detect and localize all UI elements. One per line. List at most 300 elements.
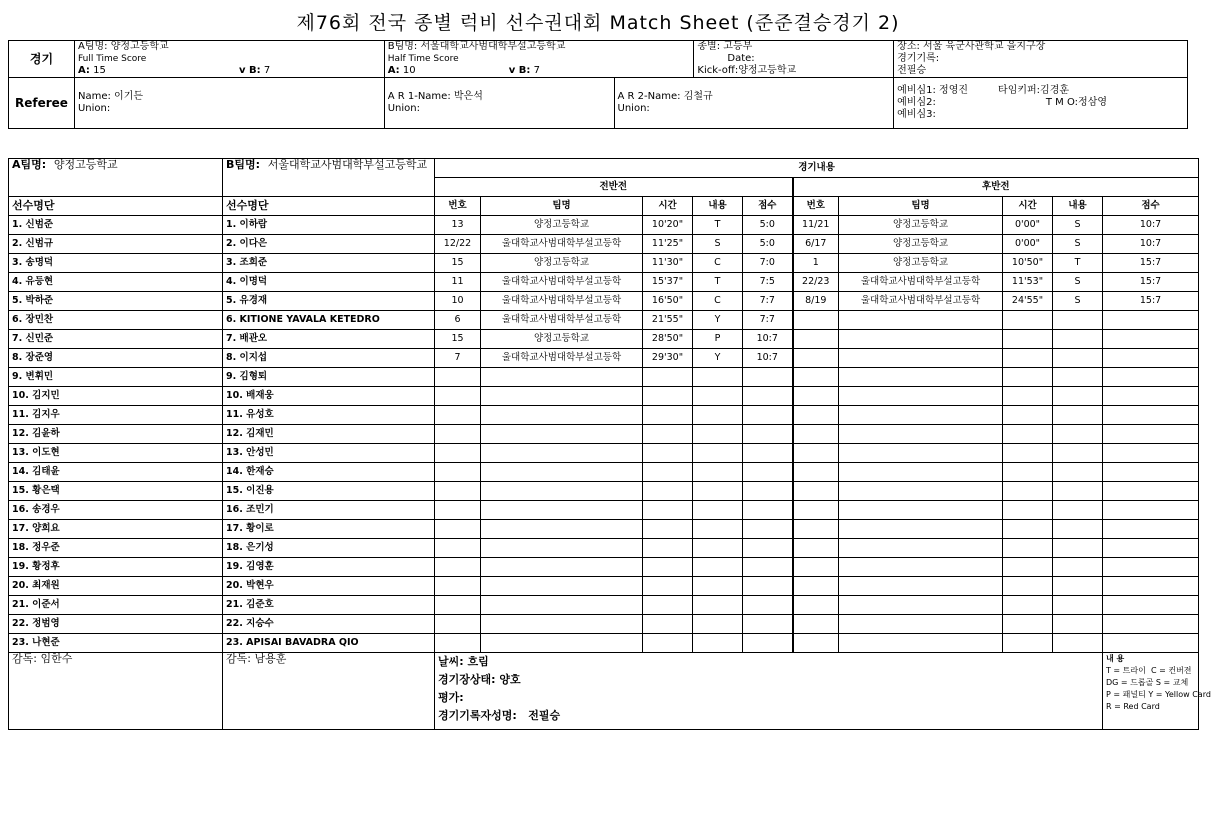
table-row xyxy=(9,634,1199,653)
second-half-time: 24'55" xyxy=(1003,292,1053,311)
player-a: 18. 정우준 xyxy=(9,539,223,558)
roster-header-b: 선수명단 xyxy=(223,197,435,216)
second-half-time xyxy=(1003,349,1053,368)
second-half-score xyxy=(1103,596,1199,615)
first-half-team xyxy=(481,539,643,558)
first-half-time xyxy=(643,425,693,444)
second-half-time xyxy=(1003,330,1053,349)
first-half-team: 울대학교사범대학부설고등학 xyxy=(481,235,643,254)
second-half-score xyxy=(1103,558,1199,577)
player-a: 21. 이준서 xyxy=(9,596,223,615)
first-half-team xyxy=(481,577,643,596)
second-half-score: 15:7 xyxy=(1103,273,1199,292)
player-b: 10. 배재웅 xyxy=(223,387,435,406)
first-half-type xyxy=(693,615,743,634)
player-a: 3. 송명덕 xyxy=(9,254,223,273)
player-a: 17. 양희요 xyxy=(9,520,223,539)
second-half-type xyxy=(1053,311,1103,330)
first-half-score xyxy=(743,577,793,596)
second-half-type xyxy=(1053,520,1103,539)
table-row xyxy=(9,482,1199,501)
match-sheet-table xyxy=(8,158,1211,730)
col-score: 점수 xyxy=(743,197,793,216)
second-half-team xyxy=(839,520,1003,539)
halftime-a: 10 xyxy=(402,65,416,76)
player-b: 15. 이진용 xyxy=(223,482,435,501)
table-row xyxy=(9,463,1199,482)
first-half-time xyxy=(643,463,693,482)
second-half-type xyxy=(1053,539,1103,558)
second-half-team xyxy=(839,482,1003,501)
player-a: 19. 황정후 xyxy=(9,558,223,577)
second-half-time xyxy=(1003,539,1053,558)
first-half-type xyxy=(693,577,743,596)
second-half-no: 8/19 xyxy=(793,292,839,311)
first-half-type xyxy=(693,463,743,482)
second-half-no xyxy=(793,463,839,482)
first-half-score xyxy=(743,368,793,387)
first-half-time xyxy=(643,406,693,425)
first-half-team xyxy=(481,444,643,463)
player-a: 4. 유등현 xyxy=(9,273,223,292)
second-half-score xyxy=(1103,482,1199,501)
second-half-type xyxy=(1053,634,1103,653)
first-half-team xyxy=(481,463,643,482)
first-half-type: C xyxy=(693,292,743,311)
first-half-score xyxy=(743,444,793,463)
first-half-type xyxy=(693,482,743,501)
first-half-time: 10'20" xyxy=(643,216,693,235)
player-b: 14. 한재승 xyxy=(223,463,435,482)
second-half-score xyxy=(1103,387,1199,406)
first-half-team: 울대학교사범대학부설고등학 xyxy=(481,292,643,311)
first-half-team xyxy=(481,615,643,634)
second-half-score: 10:7 xyxy=(1103,216,1199,235)
first-half-header: 전반전 xyxy=(435,178,793,197)
player-b: 18. 은기성 xyxy=(223,539,435,558)
second-half-score: 15:7 xyxy=(1103,254,1199,273)
first-half-score xyxy=(743,463,793,482)
player-b: 23. APISAI BAVADRA QIO xyxy=(223,634,435,653)
second-half-type: T xyxy=(1053,254,1103,273)
second-half-time xyxy=(1003,615,1053,634)
first-half-score xyxy=(743,615,793,634)
second-half-time xyxy=(1003,387,1053,406)
table-row xyxy=(9,406,1199,425)
first-half-team xyxy=(481,634,643,653)
table-row xyxy=(9,615,1199,634)
second-half-no xyxy=(793,615,839,634)
first-half-time xyxy=(643,539,693,558)
first-half-time xyxy=(643,368,693,387)
second-half-time xyxy=(1003,444,1053,463)
first-half-score xyxy=(743,425,793,444)
first-half-no: 12/22 xyxy=(435,235,481,254)
team-a-cell: A팀명: 양정고등학교 Full Time Score A: 15 v B: 7 xyxy=(74,41,384,78)
second-half-type xyxy=(1053,387,1103,406)
table-row xyxy=(9,558,1199,577)
first-half-team xyxy=(481,368,643,387)
player-b: 9. 김형퇴 xyxy=(223,368,435,387)
second-half-team: 울대학교사범대학부설고등학 xyxy=(839,292,1003,311)
second-half-score: 10:7 xyxy=(1103,235,1199,254)
player-b: 12. 김재민 xyxy=(223,425,435,444)
second-half-score xyxy=(1103,349,1199,368)
first-half-team xyxy=(481,482,643,501)
venue-cell: 장소: 서울 육군사관학교 을지구장 경기기록: 전필승 xyxy=(894,41,1188,78)
table-row xyxy=(9,235,1199,254)
first-half-type xyxy=(693,406,743,425)
first-half-time xyxy=(643,615,693,634)
player-b: 1. 이하람 xyxy=(223,216,435,235)
first-half-type xyxy=(693,539,743,558)
second-half-header: 후반전 xyxy=(793,178,1199,197)
second-half-no xyxy=(793,444,839,463)
first-half-no xyxy=(435,406,481,425)
team-b-name: 서울대학교사범대학부설고등학교 xyxy=(420,41,566,52)
first-half-time xyxy=(643,444,693,463)
first-half-no: 15 xyxy=(435,254,481,273)
first-half-time: 15'37" xyxy=(643,273,693,292)
second-half-team: 양정고등학교 xyxy=(839,235,1003,254)
first-half-no: 13 xyxy=(435,216,481,235)
second-half-time xyxy=(1003,501,1053,520)
second-half-score xyxy=(1103,501,1199,520)
second-half-time xyxy=(1003,406,1053,425)
a-team-header: A팀명: 양정고등학교 xyxy=(9,159,223,197)
first-half-no xyxy=(435,558,481,577)
first-half-no xyxy=(435,482,481,501)
first-half-no xyxy=(435,425,481,444)
first-half-team: 양정고등학교 xyxy=(481,254,643,273)
first-half-score: 7:5 xyxy=(743,273,793,292)
match-conditions: 날씨: 흐림 경기장상태: 양호 평가: 경기기록자성명: 전필승 xyxy=(435,653,1103,730)
first-half-score: 10:7 xyxy=(743,349,793,368)
first-half-no: 10 xyxy=(435,292,481,311)
second-half-score xyxy=(1103,634,1199,653)
col-team-2: 팀명 xyxy=(839,197,1003,216)
coach-a: 감독: 임한수 xyxy=(9,653,223,730)
first-half-type xyxy=(693,368,743,387)
second-half-no xyxy=(793,311,839,330)
second-half-score: 15:7 xyxy=(1103,292,1199,311)
first-half-score: 7:0 xyxy=(743,254,793,273)
table-row xyxy=(9,349,1199,368)
player-b: 22. 지승수 xyxy=(223,615,435,634)
first-half-type: S xyxy=(693,235,743,254)
player-a: 13. 이도현 xyxy=(9,444,223,463)
player-b: 17. 황이로 xyxy=(223,520,435,539)
second-half-no xyxy=(793,558,839,577)
player-b: 5. 유경재 xyxy=(223,292,435,311)
first-half-type xyxy=(693,425,743,444)
second-half-type xyxy=(1053,615,1103,634)
second-half-no xyxy=(793,596,839,615)
table-row xyxy=(9,311,1199,330)
first-half-score: 10:7 xyxy=(743,330,793,349)
second-half-score xyxy=(1103,539,1199,558)
player-a: 8. 장준영 xyxy=(9,349,223,368)
first-half-type: P xyxy=(693,330,743,349)
second-half-team xyxy=(839,596,1003,615)
second-half-team xyxy=(839,577,1003,596)
referee-label: Referee xyxy=(9,78,75,129)
second-half-no: 11/21 xyxy=(793,216,839,235)
second-half-team xyxy=(839,615,1003,634)
second-half-team: 양정고등학교 xyxy=(839,254,1003,273)
table-row xyxy=(9,596,1199,615)
first-half-no xyxy=(435,596,481,615)
first-half-no: 11 xyxy=(435,273,481,292)
table-row xyxy=(9,292,1199,311)
category-cell: 종별: 고등부 Date: Kick-off:양정고등학교 xyxy=(694,41,894,78)
second-half-team xyxy=(839,444,1003,463)
first-half-no xyxy=(435,463,481,482)
second-half-no xyxy=(793,387,839,406)
first-half-no: 15 xyxy=(435,330,481,349)
player-a: 5. 박하준 xyxy=(9,292,223,311)
table-row xyxy=(9,425,1199,444)
first-half-time: 21'55" xyxy=(643,311,693,330)
second-half-no xyxy=(793,539,839,558)
player-a: 22. 정범영 xyxy=(9,615,223,634)
second-half-time: 0'00" xyxy=(1003,216,1053,235)
first-half-type xyxy=(693,501,743,520)
second-half-no xyxy=(793,520,839,539)
table-row xyxy=(9,368,1199,387)
first-half-score xyxy=(743,501,793,520)
team-a-name: 양정고등학교 xyxy=(110,41,169,52)
player-a: 10. 김지민 xyxy=(9,387,223,406)
first-half-type xyxy=(693,520,743,539)
second-half-time xyxy=(1003,596,1053,615)
second-half-type xyxy=(1053,482,1103,501)
second-half-type xyxy=(1053,463,1103,482)
second-half-team xyxy=(839,425,1003,444)
col-time-2: 시간 xyxy=(1003,197,1053,216)
second-half-time xyxy=(1003,482,1053,501)
second-half-team xyxy=(839,330,1003,349)
second-half-type: S xyxy=(1053,292,1103,311)
second-half-time: 0'00" xyxy=(1003,235,1053,254)
second-half-time xyxy=(1003,577,1053,596)
table-row xyxy=(9,539,1199,558)
first-half-type xyxy=(693,444,743,463)
first-half-type: C xyxy=(693,254,743,273)
second-half-type xyxy=(1053,368,1103,387)
player-a: 11. 김지우 xyxy=(9,406,223,425)
player-a: 7. 신민준 xyxy=(9,330,223,349)
first-half-no xyxy=(435,444,481,463)
second-half-type xyxy=(1053,444,1103,463)
referee-cell: Name: 이기든 Union: xyxy=(74,78,384,129)
first-half-score: 5:0 xyxy=(743,216,793,235)
first-half-team: 울대학교사범대학부설고등학 xyxy=(481,273,643,292)
first-half-score xyxy=(743,387,793,406)
second-half-no xyxy=(793,634,839,653)
second-half-score xyxy=(1103,615,1199,634)
match-info-table xyxy=(8,40,1188,129)
second-half-type: S xyxy=(1053,235,1103,254)
second-half-score xyxy=(1103,406,1199,425)
first-half-no xyxy=(435,387,481,406)
fulltime-b: 7 xyxy=(263,65,271,76)
page-title: 제76회 전국 종별 럭비 선수권대회 Match Sheet (준준결승경기 2) xyxy=(296,12,900,34)
table-row xyxy=(9,501,1199,520)
first-half-team xyxy=(481,558,643,577)
first-half-time xyxy=(643,596,693,615)
player-b: 4. 이명덕 xyxy=(223,273,435,292)
second-half-type xyxy=(1053,330,1103,349)
first-half-team: 양정고등학교 xyxy=(481,330,643,349)
player-b: 19. 김영훈 xyxy=(223,558,435,577)
first-half-time xyxy=(643,520,693,539)
coach-b: 감독: 남용훈 xyxy=(223,653,435,730)
first-half-score xyxy=(743,596,793,615)
player-b: 13. 안성민 xyxy=(223,444,435,463)
first-half-time xyxy=(643,387,693,406)
second-half-team xyxy=(839,463,1003,482)
second-half-type: S xyxy=(1053,216,1103,235)
second-half-no xyxy=(793,368,839,387)
second-half-team xyxy=(839,406,1003,425)
table-row xyxy=(9,254,1199,273)
first-half-team: 양정고등학교 xyxy=(481,216,643,235)
second-half-time xyxy=(1003,558,1053,577)
col-no-2: 번호 xyxy=(793,197,839,216)
player-a: 1. 신범준 xyxy=(9,216,223,235)
first-half-time xyxy=(643,634,693,653)
second-half-team xyxy=(839,311,1003,330)
player-b: 16. 조민기 xyxy=(223,501,435,520)
first-half-team: 울대학교사범대학부설고등학 xyxy=(481,311,643,330)
second-half-type xyxy=(1053,349,1103,368)
player-b: 11. 유성호 xyxy=(223,406,435,425)
second-half-no: 6/17 xyxy=(793,235,839,254)
player-b: 8. 이지섭 xyxy=(223,349,435,368)
col-type-2: 내용 xyxy=(1053,197,1103,216)
table-row xyxy=(9,330,1199,349)
first-half-no: 7 xyxy=(435,349,481,368)
first-half-score xyxy=(743,482,793,501)
first-half-score xyxy=(743,520,793,539)
second-half-type xyxy=(1053,577,1103,596)
team-b-cell: B팀명: 서울대학교사범대학부설고등학교 Half Time Score A: 10 v B: 7 xyxy=(384,41,694,78)
first-half-team xyxy=(481,596,643,615)
player-b: 7. 배관오 xyxy=(223,330,435,349)
player-a: 15. 황은택 xyxy=(9,482,223,501)
second-half-type xyxy=(1053,596,1103,615)
first-half-type: Y xyxy=(693,311,743,330)
first-half-score xyxy=(743,406,793,425)
second-half-score xyxy=(1103,577,1199,596)
player-a: 12. 김윤하 xyxy=(9,425,223,444)
halftime-b: 7 xyxy=(533,65,540,76)
second-half-type: S xyxy=(1053,273,1103,292)
roster-header-a: 선수명단 xyxy=(9,197,223,216)
second-half-score xyxy=(1103,444,1199,463)
first-half-score xyxy=(743,634,793,653)
first-half-time: 11'30" xyxy=(643,254,693,273)
player-b: 21. 김준호 xyxy=(223,596,435,615)
second-half-team: 양정고등학교 xyxy=(839,216,1003,235)
first-half-score xyxy=(743,539,793,558)
player-a: 2. 신범규 xyxy=(9,235,223,254)
first-half-time: 11'25" xyxy=(643,235,693,254)
first-half-no xyxy=(435,520,481,539)
player-a: 9. 변휘민 xyxy=(9,368,223,387)
second-half-type xyxy=(1053,558,1103,577)
second-half-score xyxy=(1103,463,1199,482)
second-half-no xyxy=(793,577,839,596)
second-half-time xyxy=(1003,520,1053,539)
table-row xyxy=(9,444,1199,463)
second-half-team xyxy=(839,634,1003,653)
second-half-no: 22/23 xyxy=(793,273,839,292)
first-half-type xyxy=(693,634,743,653)
second-half-team: 울대학교사범대학부설고등학 xyxy=(839,273,1003,292)
first-half-team xyxy=(481,520,643,539)
second-half-score xyxy=(1103,425,1199,444)
player-a: 16. 송경우 xyxy=(9,501,223,520)
player-a: 20. 최재원 xyxy=(9,577,223,596)
second-half-team xyxy=(839,558,1003,577)
second-half-score xyxy=(1103,311,1199,330)
second-half-time xyxy=(1003,368,1053,387)
first-half-type xyxy=(693,387,743,406)
second-half-type xyxy=(1053,406,1103,425)
second-half-team xyxy=(839,501,1003,520)
player-b: 3. 조희준 xyxy=(223,254,435,273)
second-half-no xyxy=(793,482,839,501)
second-half-time xyxy=(1003,311,1053,330)
second-half-no xyxy=(793,425,839,444)
first-half-score: 7:7 xyxy=(743,292,793,311)
first-half-team xyxy=(481,406,643,425)
first-half-time: 29'30" xyxy=(643,349,693,368)
player-a: 14. 김태윤 xyxy=(9,463,223,482)
player-a: 23. 나현준 xyxy=(9,634,223,653)
first-half-no xyxy=(435,634,481,653)
table-row xyxy=(9,520,1199,539)
first-half-score xyxy=(743,558,793,577)
fulltime-a: 15 xyxy=(93,65,106,76)
first-half-time: 16'50" xyxy=(643,292,693,311)
table-row xyxy=(9,273,1199,292)
first-half-time xyxy=(643,501,693,520)
second-half-team xyxy=(839,368,1003,387)
second-half-time xyxy=(1003,634,1053,653)
first-half-no xyxy=(435,501,481,520)
first-half-no xyxy=(435,539,481,558)
first-half-no xyxy=(435,577,481,596)
officials-cell: 예비심1: 정영진 타임키퍼:김경훈 예비심2: T M O:정삼영 예비심3: xyxy=(894,78,1188,129)
second-half-no xyxy=(793,330,839,349)
legend: 내 용 T = 트라이 C = 컨버젼 DG = 드롭골 S = 교체 P = 패널티 Y = Yellow Card R = Red Card xyxy=(1103,653,1199,730)
player-b: 20. 박현우 xyxy=(223,577,435,596)
second-half-team xyxy=(839,349,1003,368)
col-type: 내용 xyxy=(693,197,743,216)
col-time: 시간 xyxy=(643,197,693,216)
second-half-time: 10'50" xyxy=(1003,254,1053,273)
second-half-type xyxy=(1053,501,1103,520)
second-half-score xyxy=(1103,330,1199,349)
first-half-score: 7:7 xyxy=(743,311,793,330)
match-content-header: 경기내용 xyxy=(435,159,1199,178)
table-row xyxy=(9,216,1199,235)
second-half-no xyxy=(793,501,839,520)
second-half-time xyxy=(1003,463,1053,482)
